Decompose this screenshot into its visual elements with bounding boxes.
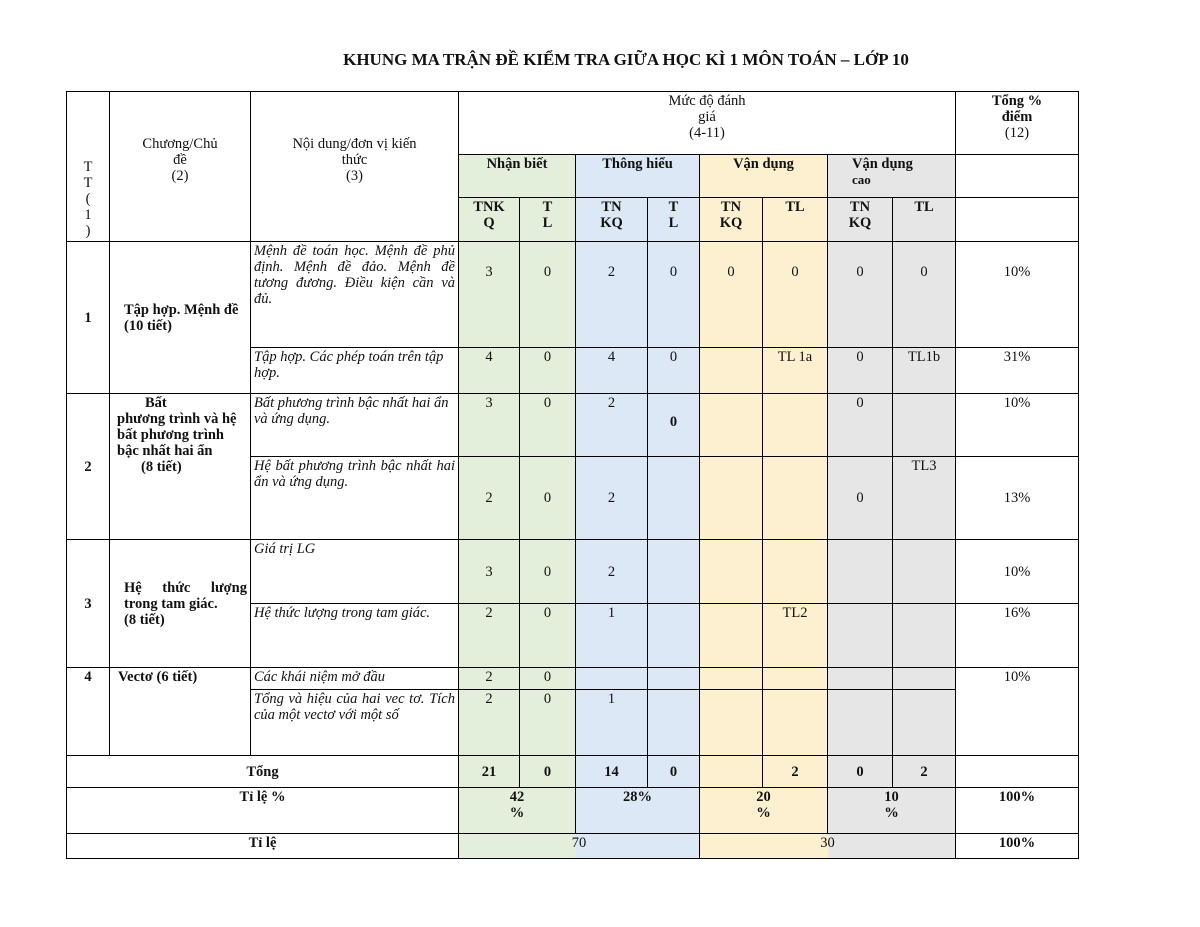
ratio2-advanced: 30 [700,834,956,859]
total-nb-tnkq: 21 [459,756,520,788]
header-total-line: (12) [1004,125,1030,141]
ratio-value: 42 [509,789,525,805]
total-nb-tl: 0 [520,756,576,788]
chapter-topic-line: Hệ thức lượng trong tam giác. [124,579,247,612]
cell-th-tnkq: 2 [576,242,648,348]
sub-label: KQ [719,215,743,231]
header-content-line: (3) [346,168,363,184]
cell-vd-tnkq [700,540,763,604]
sub-vd-tl: TL [763,198,828,242]
chapter-topic [110,394,251,540]
cell-nb-tnkq: 2 [459,457,520,540]
content-cell: Mệnh đề toán học. Mệnh đề phủ định. Mệnh đề đảo. Mệnh đề tương đương. Điều kiện cần và đủ. [251,242,459,348]
cell-nb-tnkq: 3 [459,540,520,604]
cell-vdc-tnkq: 0 [828,394,893,457]
cell-vdc-tl [893,690,956,756]
cell-vdc-tl [893,394,956,457]
cell-vd-tnkq [700,604,763,668]
header-tt-line: 1 [84,207,92,223]
header-chapter-line: (2) [171,168,189,184]
ratio-value: 20 [756,789,771,805]
total-percent-empty [956,756,1079,788]
cell-vd-tnkq [700,457,763,540]
header-content [251,92,459,242]
cell-th-tnkq: 2 [576,457,648,540]
chapter-number: 2 [67,394,110,540]
chapter-number: 3 [67,540,110,668]
chapter-topic [110,540,251,668]
cell-nb-tl: 0 [520,348,576,394]
sub-label: TN [720,199,742,215]
header-vdc-line: cao [852,172,871,187]
chapter-topic: Tập hợp. Mệnh đề (10 tiết) [110,242,251,394]
ratio-van-dung [700,788,828,834]
ratio-value: 10 [884,789,899,805]
ratio-van-dung-cao [828,788,956,834]
cell-vd-tnkq [700,690,763,756]
cell-percent: 10% [956,242,1079,348]
sub-label: T [668,199,679,215]
cell-vdc-tl [893,668,956,690]
cell-nb-tnkq: 2 [459,668,520,690]
cell-nb-tl: 0 [520,394,576,457]
cell-th-tl: 0 [648,348,700,394]
cell-vdc-tl [893,604,956,668]
sub-th-tnkq [576,198,648,242]
ratio-label: Tỉ lệ % [67,788,459,834]
sub-empty [956,198,1079,242]
sub-nb-tnkq [459,198,520,242]
sub-vdc-tl: TL [893,198,956,242]
cell-percent: 16% [956,604,1079,668]
header-tt-line: ( [85,191,91,207]
cell-percent: 10% [956,394,1079,457]
header-vdc-line: Vận dụng [852,156,913,172]
header-total-percent [956,92,1079,155]
cell-nb-tl: 0 [520,690,576,756]
header-van-dung-cao [828,155,956,198]
cell-th-tl: 0 [648,242,700,348]
chapter-number: 1 [67,242,110,394]
header-total-line: Tổng % [991,93,1043,109]
cell-th-tl [648,457,700,540]
cell-th-tl: 0 [648,394,700,457]
ratio-total: 100% [956,788,1079,834]
header-nhan-biet: Nhận biết [459,155,576,198]
cell-vdc-tl: TL3 [893,457,956,540]
cell-vd-tl: TL2 [763,604,828,668]
cell-vdc-tnkq [828,668,893,690]
cell-th-tl [648,540,700,604]
ratio-unit: % [756,805,771,821]
cell-vdc-tnkq: 0 [828,348,893,394]
header-tt [67,92,110,242]
document-title: KHUNG MA TRẬN ĐỀ KIỂM TRA GIỮA HỌC KÌ 1 MÔN TOÁN – LỚP 10 [343,50,909,69]
cell-vd-tl [763,457,828,540]
header-tt-line: T [83,159,93,175]
cell-nb-tl: 0 [520,668,576,690]
ratio-thong-hieu: 28% [576,788,700,834]
ratio2-total: 100% [956,834,1079,859]
sub-label: KQ [848,215,872,231]
cell-vdc-tnkq [828,604,893,668]
header-content-line: Nội dung/đơn vị kiến [292,136,417,152]
cell-vd-tl: 0 [763,242,828,348]
cell-th-tnkq: 1 [576,690,648,756]
total-th-tl: 0 [648,756,700,788]
cell-vd-tl [763,540,828,604]
ratio-unit: % [884,805,899,821]
cell-nb-tnkq: 3 [459,242,520,348]
header-chapter [110,92,251,242]
assessment-matrix-table [66,91,1079,859]
cell-vdc-tl: TL1b [893,348,956,394]
sub-vdc-tnkq [828,198,893,242]
cell-nb-tnkq: 2 [459,604,520,668]
sub-label: KQ [600,215,623,231]
header-chapter-line: đề [173,152,187,168]
cell-nb-tl: 0 [520,604,576,668]
cell-nb-tnkq: 3 [459,394,520,457]
ratio2-label: Tỉ lệ [67,834,459,859]
cell-vd-tnkq [700,394,763,457]
cell-th-tl [648,690,700,756]
ratio-nhan-biet [459,788,576,834]
cell-percent: 10% [956,540,1079,604]
sub-label: TNK [473,199,505,215]
cell-th-tnkq: 2 [576,394,648,457]
content-cell: Các khái niệm mở đầu [251,668,459,690]
cell-vd-tl [763,668,828,690]
header-levels [459,92,956,155]
cell-vdc-tnkq: 0 [828,242,893,348]
sub-label: L [668,215,679,231]
cell-th-tnkq [576,668,648,690]
cell-vd-tnkq [700,348,763,394]
header-levels-line: (4-11) [689,125,725,141]
cell-th-tnkq: 1 [576,604,648,668]
ratio2-basic: 70 [459,834,700,859]
chapter-topic: Vectơ (6 tiết) [110,668,251,756]
cell-vdc-tl [893,540,956,604]
cell-vd-tl [763,394,828,457]
header-van-dung: Vận dụng [700,155,828,198]
header-tt-line: T [83,175,93,191]
cell-nb-tl: 0 [520,457,576,540]
content-cell: Bất phương trình bậc nhất hai ẩn và ứng dụng. [251,394,459,457]
header-tt-line: ) [85,223,91,239]
ratio-unit: % [509,805,525,821]
header-levels-line: Mức độ đánh [668,93,746,109]
sub-label: L [542,215,553,231]
total-vdc-tl: 2 [893,756,956,788]
cell-vd-tnkq [700,668,763,690]
total-label: Tổng [67,756,459,788]
total-vd-tnkq [700,756,763,788]
cell-percent: 10% [956,668,1079,756]
cell-th-tnkq: 2 [576,540,648,604]
cell-vdc-tl: 0 [893,242,956,348]
sub-label: Q [483,215,495,231]
header-thong-hieu: Thông hiểu [576,155,700,198]
cell-nb-tl: 0 [520,242,576,348]
cell-percent: 13% [956,457,1079,540]
cell-nb-tl: 0 [520,540,576,604]
content-cell: Hệ bất phương trình bậc nhất hai ẩn và ứng dụng. [251,457,459,540]
sub-nb-tl [520,198,576,242]
cell-th-tnkq: 4 [576,348,648,394]
chapter-topic-line: (8 tiết) [141,459,182,475]
sub-label: TN [601,199,622,215]
content-cell: Giá trị LG [251,540,459,604]
chapter-number: 4 [67,668,110,756]
cell-nb-tnkq: 4 [459,348,520,394]
chapter-topic-line: Bất [145,395,167,411]
cell-th-tl [648,668,700,690]
header-total-line: điểm [1001,109,1033,125]
header-content-line: thức [341,152,368,168]
header-empty [956,155,1079,198]
total-th-tnkq: 14 [576,756,648,788]
total-vd-tl: 2 [763,756,828,788]
content-cell: Tập hợp. Các phép toán trên tập hợp. [251,348,459,394]
cell-vd-tl: TL 1a [763,348,828,394]
header-chapter-line: Chương/Chủ [142,136,218,152]
content-cell: Hệ thức lượng trong tam giác. [251,604,459,668]
header-levels-line: giá [698,109,716,125]
cell-nb-tnkq: 2 [459,690,520,756]
cell-vdc-tnkq [828,540,893,604]
cell-vdc-tnkq: 0 [828,457,893,540]
cell-percent: 31% [956,348,1079,394]
chapter-topic-line: (8 tiết) [124,611,165,628]
sub-label: TN [849,199,871,215]
sub-th-tl [648,198,700,242]
cell-vd-tnkq: 0 [700,242,763,348]
sub-label: T [542,199,553,215]
cell-vd-tl [763,690,828,756]
sub-vd-tnkq [700,198,763,242]
cell-th-tl [648,604,700,668]
total-vdc-tnkq: 0 [828,756,893,788]
content-cell: Tổng và hiệu của hai vec tơ. Tích của một vectơ với một số [251,690,459,756]
cell-vdc-tnkq [828,690,893,756]
chapter-topic-line: phương trình và hệ bất phương trình bậc nhất hai ẩn [117,411,237,459]
